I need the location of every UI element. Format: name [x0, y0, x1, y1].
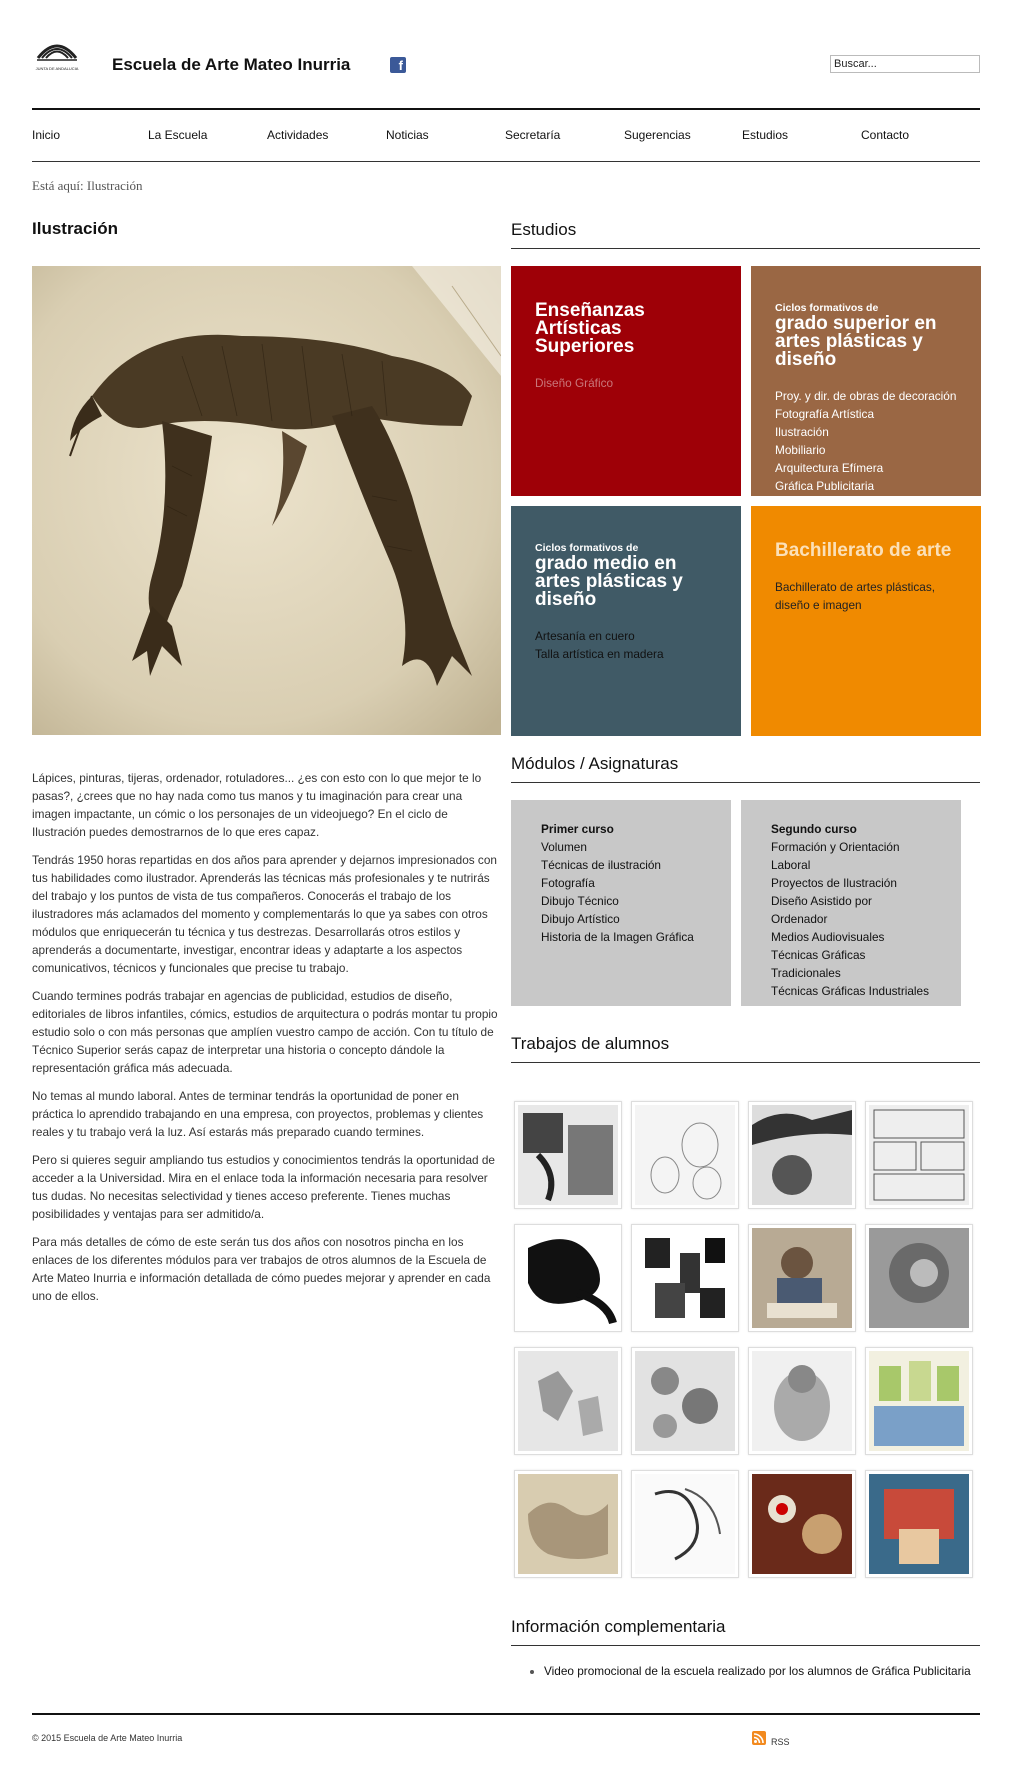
- student-work-thumbnail[interactable]: [514, 1101, 622, 1209]
- nav-actividades[interactable]: Actividades: [267, 128, 329, 142]
- nav-inicio[interactable]: Inicio: [32, 128, 61, 142]
- student-work-thumbnail[interactable]: [631, 1347, 739, 1455]
- tile-link[interactable]: Gráfica Publicitaria: [775, 479, 875, 493]
- tile-grado-medio[interactable]: [511, 506, 741, 736]
- module-link[interactable]: Medios Audiovisuales: [771, 930, 885, 944]
- module-link[interactable]: Dibujo Técnico: [541, 894, 619, 908]
- tile-link[interactable]: Artesanía en cuero: [535, 629, 635, 643]
- student-work-thumbnail[interactable]: [514, 1224, 622, 1332]
- nav-secretaria[interactable]: Secretaría: [505, 128, 561, 142]
- tile-subtitle: Ciclos formativos de: [775, 302, 879, 314]
- nav-la-escuela[interactable]: La Escuela: [148, 128, 208, 142]
- segundo-curso-box: [741, 800, 961, 1006]
- rss-icon[interactable]: [752, 1731, 766, 1745]
- nav-contacto[interactable]: Contacto: [861, 128, 910, 142]
- intro-text: [32, 769, 502, 1315]
- info-list: [530, 1664, 971, 1678]
- tile-link[interactable]: Arquitectura Efímera: [775, 461, 884, 475]
- paragraph: No temas al mundo laboral. Antes de terminar tendrás la oportunidad de poner en práctica lo aprendido trabajando en una empresa, con proyectos, problemas y clientes reales y tu trabajo verá la luz. Así estarás más preparado cuando termines.: [32, 1089, 484, 1139]
- nav-noticias[interactable]: Noticias: [386, 128, 429, 142]
- module-link[interactable]: Fotografía: [541, 876, 595, 890]
- student-work-thumbnail[interactable]: [631, 1224, 739, 1332]
- tile-link[interactable]: Mobiliario: [775, 443, 826, 457]
- header-divider: [32, 108, 980, 110]
- student-work-thumbnail[interactable]: [865, 1101, 973, 1209]
- estudios-heading: Estudios: [511, 220, 577, 239]
- tile-link[interactable]: Proy. y dir. de obras de decoración: [775, 389, 957, 403]
- tile-ensenanzas-superiores[interactable]: [511, 266, 741, 496]
- footer-divider: [32, 1713, 980, 1715]
- student-work-thumbnail[interactable]: [865, 1470, 973, 1578]
- student-work-thumbnail[interactable]: [865, 1224, 973, 1332]
- paragraph: Para más detalles de cómo de este serán tus dos años con nosotros pincha en los enlaces de los diferentes módulos para ver trabajos de otros alumnos de la Escuela de Arte Mateo Inurria e información detallada de cómo puedes mejorar y aprender en cada uno de ellos.: [32, 1235, 491, 1303]
- student-work-thumbnail[interactable]: [748, 1470, 856, 1578]
- trabajos-heading: Trabajos de alumnos: [511, 1034, 670, 1053]
- tile-link[interactable]: Diseño Gráfico: [535, 376, 614, 390]
- search-input[interactable]: [830, 55, 980, 73]
- tile-bachillerato[interactable]: [751, 506, 981, 736]
- module-link[interactable]: Técnicas Gráficas Industriales: [771, 984, 930, 998]
- nav-estudios[interactable]: Estudios: [742, 128, 789, 142]
- rss-link[interactable]: RSS: [771, 1737, 790, 1747]
- student-work-thumbnail[interactable]: [631, 1470, 739, 1578]
- paragraph: Cuando termines podrás trabajar en agencias de publicidad, estudios de diseño, editoriales de libros infantiles, cómics, estudios de arquitectura o podrás montar tu propio estudio solo o con más personas que amplíen vuestro campo de acción. Con tu título de Técnico Superior serás capaz de interpretar una historia o concepto dándole la representación gráfica más adecuada.: [32, 989, 498, 1075]
- info-link[interactable]: Video promocional de la escuela realizado por los alumnos de Gráfica Publicitaria: [544, 1664, 971, 1678]
- module-link[interactable]: Volumen: [541, 840, 587, 854]
- section-divider: [511, 782, 980, 783]
- facebook-icon[interactable]: f: [390, 57, 406, 73]
- tile-subtitle: Ciclos formativos de: [535, 542, 639, 554]
- student-work-thumbnail[interactable]: [748, 1224, 856, 1332]
- tile-title[interactable]: grado medio en artes plásticas y diseño: [535, 553, 683, 610]
- student-work-thumbnail[interactable]: [514, 1470, 622, 1578]
- tile-title[interactable]: grado superior en artes plásticas y diseño: [775, 313, 937, 370]
- tile-link[interactable]: Bachillerato de artes plásticas, diseño e imagen: [775, 580, 935, 612]
- page-title: Ilustración: [32, 219, 118, 238]
- primer-curso-box: [511, 800, 731, 1006]
- paragraph: Lápices, pinturas, tijeras, ordenador, rotuladores... ¿es con esto con lo que mejor te lo pasas?, ¿crees que no hay nada como tus manos y tu imaginación para crear una imagen impactante, un cómic o los personajes de un videojuego? En el ciclo de Ilustración puedes demostrarnos de lo que eres capaz.: [32, 771, 482, 839]
- hero-illustration: [32, 266, 501, 735]
- copyright: © 2015 Escuela de Arte Mateo Inurria: [32, 1733, 183, 1743]
- primer-curso-heading: Primer curso: [541, 822, 614, 836]
- site-title[interactable]: Escuela de Arte Mateo Inurria: [112, 55, 351, 74]
- student-work-thumbnail[interactable]: [865, 1347, 973, 1455]
- tile-grado-superior[interactable]: [751, 266, 981, 496]
- logo-text: JUNTA DE ANDALUCIA: [35, 66, 79, 71]
- segundo-curso-heading: Segundo curso: [771, 822, 857, 836]
- section-divider: [511, 248, 980, 249]
- info-heading: Información complementaria: [511, 1617, 726, 1636]
- junta-andalucia-logo[interactable]: [32, 36, 82, 74]
- tile-link[interactable]: Talla artística en madera: [535, 647, 664, 661]
- student-work-thumbnail[interactable]: [631, 1101, 739, 1209]
- modulos-heading: Módulos / Asignaturas: [511, 754, 679, 773]
- module-link[interactable]: Técnicas de ilustración: [541, 858, 661, 872]
- nav-divider: [32, 161, 980, 162]
- student-work-thumbnail[interactable]: [748, 1347, 856, 1455]
- section-divider: [511, 1645, 980, 1646]
- module-link[interactable]: Proyectos de Ilustración: [771, 876, 897, 890]
- tile-link[interactable]: Ilustración: [775, 425, 829, 439]
- student-work-thumbnail[interactable]: [514, 1347, 622, 1455]
- module-link[interactable]: Laboral: [771, 858, 811, 872]
- paragraph: Tendrás 1950 horas repartidas en dos años para aprender y dejarnos impresionados con tus habilidades como ilustrador. Aprenderás las técnicas más profesionales y te nutrirás del trabajo y los puntos de vista de tus compañeros. Conocerás el trabajo de los ilustradores más aclamados del momento y complementarás lo que ya sabes con otros módulos que enriquecerán tu técnica y tus destrezas. Desarrollarás otros estilos y aprenderás a documentarte, investigar, encontrar ideas y adaptarte a los aspectos comunicativos, técnicos y funcionales que precise tu trabajo.: [32, 853, 497, 975]
- main-nav: [32, 128, 980, 144]
- module-link[interactable]: Diseño Asistido por Ordenador: [771, 894, 872, 926]
- breadcrumb: Está aquí: Ilustración: [32, 178, 143, 193]
- paragraph: Pero si quieres seguir ampliando tus estudios y conocimientos tendrás la oportunidad de acceder a la Universidad. Mira en el enlace toda la información necesaria para resolver tus dudas. No necesitas selectividad y tienes acceso preferente. Tienes muchas posibilidades y ventajas para ser admitido/a.: [32, 1153, 495, 1221]
- student-work-thumbnail[interactable]: [748, 1101, 856, 1209]
- tile-link[interactable]: Fotografía Artística: [775, 407, 875, 421]
- bullet: [530, 1670, 534, 1674]
- nav-sugerencias[interactable]: Sugerencias: [624, 128, 691, 142]
- module-link[interactable]: Historia de la Imagen Gráfica: [541, 930, 694, 944]
- tile-title[interactable]: Enseñanzas Artísticas Superiores: [535, 300, 645, 357]
- module-link[interactable]: Formación y Orientación: [771, 840, 900, 854]
- module-link[interactable]: Dibujo Artístico: [541, 912, 620, 926]
- tile-title[interactable]: Bachillerato de arte: [775, 540, 952, 561]
- module-link[interactable]: Técnicas Gráficas Tradicionales: [771, 948, 866, 980]
- section-divider: [511, 1062, 980, 1063]
